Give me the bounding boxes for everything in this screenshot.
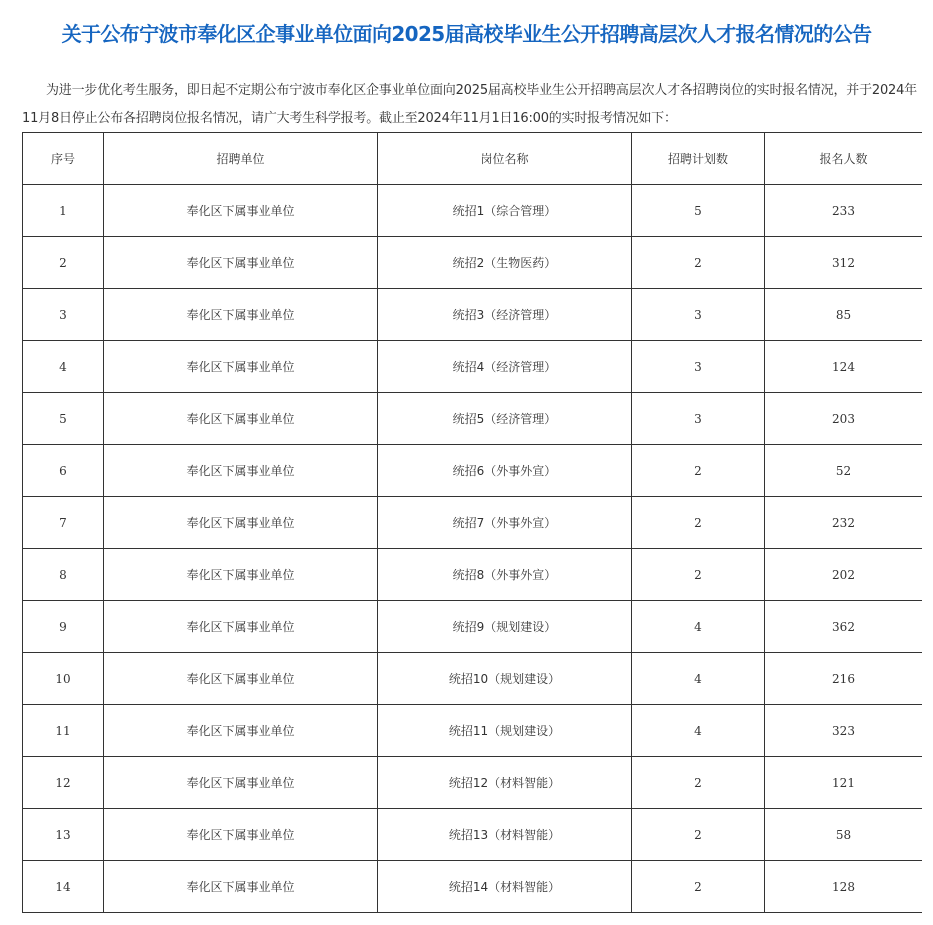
cell-index: 12 bbox=[23, 757, 104, 809]
cell-index: 2 bbox=[23, 237, 104, 289]
cell-applicants: 233 bbox=[765, 185, 923, 237]
cell-applicants: 232 bbox=[765, 497, 923, 549]
cell-unit: 奉化区下属事业单位 bbox=[104, 757, 378, 809]
cell-index: 4 bbox=[23, 341, 104, 393]
cell-plan: 3 bbox=[632, 289, 765, 341]
cell-post: 统招3（经济管理） bbox=[378, 289, 632, 341]
intro-paragraph: 为进一步优化考生服务，即日起不定期公布宁波市奉化区企事业单位面向2025届高校毕业生公开招聘高层次人才各招聘岗位的实时报名情况，并于2024年11月8日停止公布各招聘岗位报名情况，请广大考生科学报考。截止至2024年11月1日16:00的实时报考情况如下： bbox=[22, 83, 917, 126]
cell-post: 统招7（外事外宣） bbox=[378, 497, 632, 549]
cell-applicants: 323 bbox=[765, 705, 923, 757]
cell-unit: 奉化区下属事业单位 bbox=[104, 237, 378, 289]
cell-applicants: 203 bbox=[765, 393, 923, 445]
cell-plan: 2 bbox=[632, 497, 765, 549]
registration-table bbox=[22, 132, 922, 913]
cell-unit: 奉化区下属事业单位 bbox=[104, 809, 378, 861]
header-applicants: 报名人数 bbox=[765, 133, 923, 185]
cell-plan: 3 bbox=[632, 341, 765, 393]
cell-applicants: 362 bbox=[765, 601, 923, 653]
cell-applicants: 85 bbox=[765, 289, 923, 341]
cell-plan: 4 bbox=[632, 601, 765, 653]
table-row bbox=[23, 497, 923, 549]
cell-plan: 2 bbox=[632, 861, 765, 913]
header-unit: 招聘单位 bbox=[104, 133, 378, 185]
cell-index: 6 bbox=[23, 445, 104, 497]
cell-index: 8 bbox=[23, 549, 104, 601]
table-row bbox=[23, 653, 923, 705]
cell-plan: 5 bbox=[632, 185, 765, 237]
cell-index: 10 bbox=[23, 653, 104, 705]
table-row bbox=[23, 237, 923, 289]
cell-plan: 2 bbox=[632, 809, 765, 861]
cell-index: 9 bbox=[23, 601, 104, 653]
table-row bbox=[23, 809, 923, 861]
cell-post: 统招11（规划建设） bbox=[378, 705, 632, 757]
cell-index: 5 bbox=[23, 393, 104, 445]
cell-applicants: 202 bbox=[765, 549, 923, 601]
table-row bbox=[23, 549, 923, 601]
cell-unit: 奉化区下属事业单位 bbox=[104, 393, 378, 445]
page-title: 关于公布宁波市奉化区企事业单位面向2025届高校毕业生公开招聘高层次人才报名情况的公告 bbox=[61, 22, 872, 47]
cell-plan: 3 bbox=[632, 393, 765, 445]
table-row bbox=[23, 185, 923, 237]
cell-post: 统招12（材料智能） bbox=[378, 757, 632, 809]
cell-post: 统招2（生物医药） bbox=[378, 237, 632, 289]
cell-unit: 奉化区下属事业单位 bbox=[104, 185, 378, 237]
cell-post: 统招10（规划建设） bbox=[378, 653, 632, 705]
table-row bbox=[23, 445, 923, 497]
cell-post: 统招6（外事外宣） bbox=[378, 445, 632, 497]
cell-post: 统招9（规划建设） bbox=[378, 601, 632, 653]
cell-index: 13 bbox=[23, 809, 104, 861]
header-plan: 招聘计划数 bbox=[632, 133, 765, 185]
registration-table-container bbox=[22, 132, 922, 925]
table-body bbox=[23, 185, 923, 913]
table-row bbox=[23, 601, 923, 653]
cell-index: 11 bbox=[23, 705, 104, 757]
cell-unit: 奉化区下属事业单位 bbox=[104, 861, 378, 913]
cell-index: 1 bbox=[23, 185, 104, 237]
header-index: 序号 bbox=[23, 133, 104, 185]
cell-applicants: 58 bbox=[765, 809, 923, 861]
cell-unit: 奉化区下属事业单位 bbox=[104, 601, 378, 653]
table-row bbox=[23, 757, 923, 809]
cell-applicants: 124 bbox=[765, 341, 923, 393]
cell-post: 统招8（外事外宣） bbox=[378, 549, 632, 601]
cell-applicants: 128 bbox=[765, 861, 923, 913]
cell-index: 14 bbox=[23, 861, 104, 913]
cell-plan: 2 bbox=[632, 445, 765, 497]
cell-post: 统招14（材料智能） bbox=[378, 861, 632, 913]
cell-post: 统招1（综合管理） bbox=[378, 185, 632, 237]
cell-post: 统招5（经济管理） bbox=[378, 393, 632, 445]
cell-unit: 奉化区下属事业单位 bbox=[104, 289, 378, 341]
table-row bbox=[23, 341, 923, 393]
cell-unit: 奉化区下属事业单位 bbox=[104, 653, 378, 705]
cell-plan: 2 bbox=[632, 757, 765, 809]
table-row bbox=[23, 393, 923, 445]
cell-applicants: 312 bbox=[765, 237, 923, 289]
cell-post: 统招4（经济管理） bbox=[378, 341, 632, 393]
table-row bbox=[23, 705, 923, 757]
cell-applicants: 216 bbox=[765, 653, 923, 705]
cell-unit: 奉化区下属事业单位 bbox=[104, 549, 378, 601]
cell-plan: 2 bbox=[632, 549, 765, 601]
table-header-row bbox=[23, 133, 923, 185]
cell-applicants: 52 bbox=[765, 445, 923, 497]
cell-applicants: 121 bbox=[765, 757, 923, 809]
cell-unit: 奉化区下属事业单位 bbox=[104, 705, 378, 757]
table-row bbox=[23, 289, 923, 341]
cell-unit: 奉化区下属事业单位 bbox=[104, 445, 378, 497]
header-post: 岗位名称 bbox=[378, 133, 632, 185]
cell-plan: 4 bbox=[632, 705, 765, 757]
cell-plan: 2 bbox=[632, 237, 765, 289]
cell-index: 3 bbox=[23, 289, 104, 341]
cell-index: 7 bbox=[23, 497, 104, 549]
cell-plan: 4 bbox=[632, 653, 765, 705]
cell-post: 统招13（材料智能） bbox=[378, 809, 632, 861]
cell-unit: 奉化区下属事业单位 bbox=[104, 497, 378, 549]
table-row bbox=[23, 861, 923, 913]
cell-unit: 奉化区下属事业单位 bbox=[104, 341, 378, 393]
